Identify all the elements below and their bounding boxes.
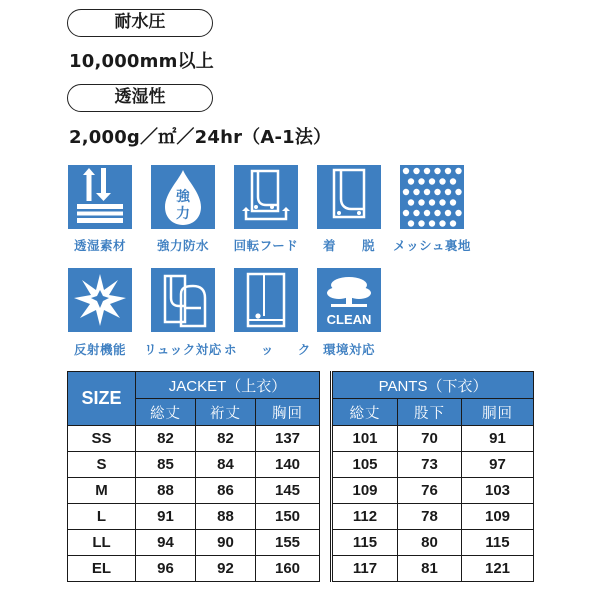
pants-cell: 115	[462, 530, 534, 556]
pants-cell: 81	[398, 556, 462, 582]
jacket-cell: 150	[256, 504, 320, 530]
pants-cell: 80	[398, 530, 462, 556]
size-cell: LL	[68, 530, 136, 556]
jacket-cell: 85	[136, 452, 196, 478]
jacket-cell: 92	[196, 556, 256, 582]
eco-tree-icon	[317, 268, 381, 332]
size-cell: M	[68, 478, 136, 504]
feature-label-moisture: 透湿素材	[73, 238, 126, 253]
reflector-icon	[68, 268, 132, 332]
jacket-cell: 90	[196, 530, 256, 556]
waterproof-badge-line2: 力	[176, 206, 190, 222]
table-row	[68, 452, 534, 478]
feature-label-backpack: リュック対応	[144, 342, 222, 357]
spec-value-breathability: 2,000g／㎡／24hr（A-1法）	[69, 127, 332, 148]
spec-value-water-pressure: 10,000mm以上	[69, 51, 214, 72]
mesh-lining-icon	[400, 165, 464, 229]
table-gap	[320, 426, 332, 452]
pants-cell: 109	[332, 478, 398, 504]
table-row	[68, 426, 534, 452]
jacket-cell: 88	[196, 504, 256, 530]
pants-cell: 78	[398, 504, 462, 530]
feature-label-detachable: 着 脱	[322, 238, 375, 253]
jacket-cell: 84	[196, 452, 256, 478]
pants-cell: 97	[462, 452, 534, 478]
pants-cell: 73	[398, 452, 462, 478]
pants-col-length: 総丈	[332, 399, 398, 426]
table-gap	[320, 452, 332, 478]
waterproof-drop-icon	[151, 165, 215, 229]
jacket-header: JACKET（上衣）	[136, 372, 320, 399]
backpack-icon	[151, 268, 215, 332]
moisture-permeable-icon	[68, 165, 132, 229]
pants-cell: 115	[332, 530, 398, 556]
table-gap	[320, 530, 332, 556]
jacket-cell: 82	[196, 426, 256, 452]
jacket-cell: 140	[256, 452, 320, 478]
jacket-cell: 145	[256, 478, 320, 504]
pants-cell: 105	[332, 452, 398, 478]
table-gap	[320, 504, 332, 530]
waterproof-badge-line1: 強	[176, 189, 190, 205]
jacket-cell: 137	[256, 426, 320, 452]
table-gap	[320, 372, 332, 426]
pants-cell: 91	[462, 426, 534, 452]
pants-cell: 112	[332, 504, 398, 530]
feature-label-waterproof: 強力防水	[156, 238, 209, 253]
table-gap	[320, 478, 332, 504]
pants-col-waist: 胴回	[462, 399, 534, 426]
rotating-hood-icon	[234, 165, 298, 229]
pants-cell: 109	[462, 504, 534, 530]
jacket-cell: 88	[136, 478, 196, 504]
spec-pill-breathability: 透湿性	[67, 84, 213, 112]
jacket-cell: 91	[136, 504, 196, 530]
jacket-cell: 86	[196, 478, 256, 504]
jacket-cell: 160	[256, 556, 320, 582]
table-gap	[320, 556, 332, 582]
jacket-col-length: 総丈	[136, 399, 196, 426]
jacket-col-chest: 胸回	[256, 399, 320, 426]
detachable-icon	[317, 165, 381, 229]
table-row	[68, 478, 534, 504]
pants-cell: 117	[332, 556, 398, 582]
pants-col-inseam: 股下	[398, 399, 462, 426]
feature-label-hook: ホ ッ ク	[224, 342, 321, 357]
hook-icon	[234, 268, 298, 332]
feature-label-mesh: メッシュ裏地	[393, 238, 471, 253]
pants-cell: 70	[398, 426, 462, 452]
eco-badge-text: CLEAN	[326, 312, 372, 327]
jacket-cell: 96	[136, 556, 196, 582]
size-cell: EL	[68, 556, 136, 582]
jacket-col-sleeve: 裄丈	[196, 399, 256, 426]
table-row	[68, 504, 534, 530]
jacket-cell: 82	[136, 426, 196, 452]
pants-cell: 103	[462, 478, 534, 504]
jacket-cell: 94	[136, 530, 196, 556]
size-cell: L	[68, 504, 136, 530]
pants-cell: 76	[398, 478, 462, 504]
size-cell: S	[68, 452, 136, 478]
size-cell: SS	[68, 426, 136, 452]
feature-label-eco: 環境対応	[322, 342, 375, 357]
feature-label-reflector: 反射機能	[73, 342, 126, 357]
table-row	[68, 530, 534, 556]
size-header: SIZE	[68, 372, 136, 426]
jacket-cell: 155	[256, 530, 320, 556]
table-row	[68, 556, 534, 582]
feature-label-rotating-hood: 回転フード	[233, 238, 299, 253]
pants-cell: 101	[332, 426, 398, 452]
spec-pill-water-pressure: 耐水圧	[67, 9, 213, 37]
pants-cell: 121	[462, 556, 534, 582]
pants-header: PANTS（下衣）	[332, 372, 534, 399]
size-chart-table	[67, 371, 534, 582]
